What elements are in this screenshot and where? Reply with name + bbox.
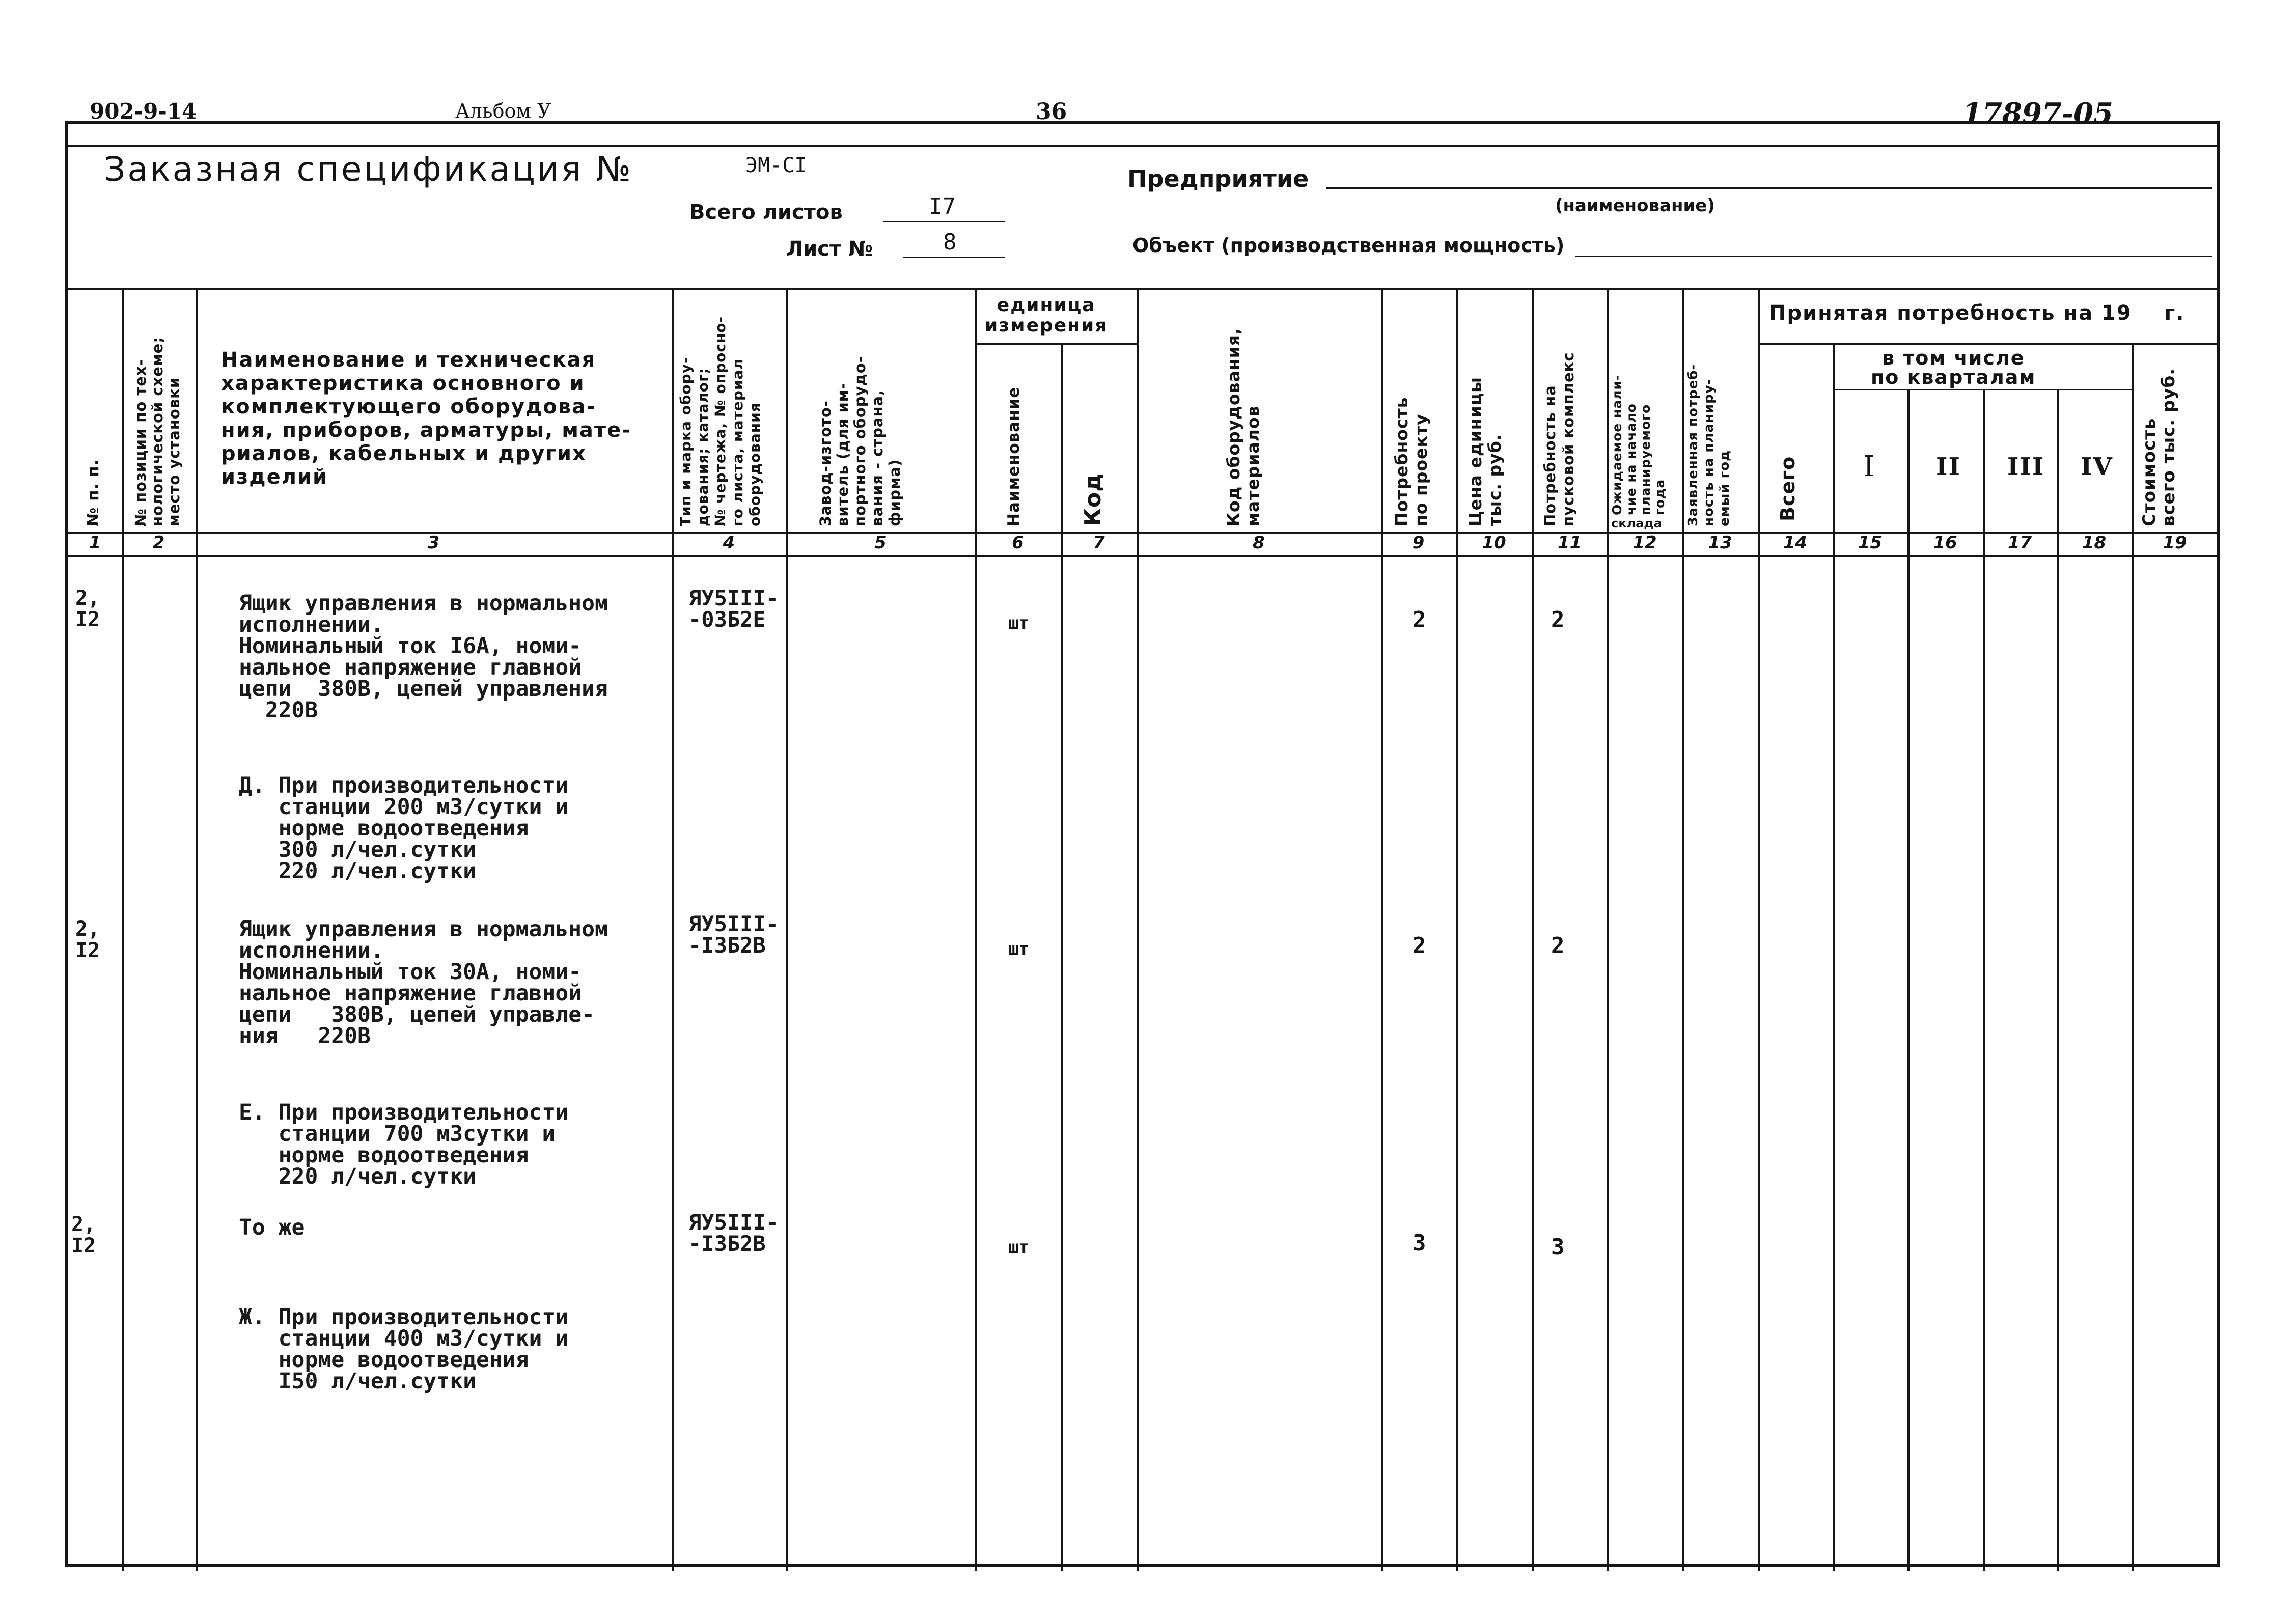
col-divider-3 [672,288,674,1571]
col-divider-9 [1456,288,1458,1571]
col-number-17: 17 [2007,533,2032,553]
col-number-10: 10 [1482,533,1506,553]
row-5-name: То же [239,1215,305,1240]
col-divider-16 [1983,389,1985,1571]
col-number-8: 8 [1253,533,1265,553]
col-divider-11 [1607,288,1609,1571]
col-divider-14 [1833,343,1835,1571]
sheet-value: 8 [943,229,957,255]
col-divider-7 [1137,288,1139,1571]
col-number-5: 5 [874,533,887,553]
col-divider-18 [2132,343,2134,1571]
row-1-name: Ящик управления в нормальном исполнении. Номинальный ток I6А, номи- нальное напряжение главной цепи 380В, цепей управления 220В [239,591,608,723]
top-bar-divider [68,145,2217,147]
doc-code: 902-9-14 [90,99,197,124]
col-header-expected-sub: склада [1611,516,1662,531]
quarter-4-header: IV [2081,453,2113,481]
quarters-group-divider [1833,389,2132,390]
col-header-index: № п. п. [84,459,102,526]
col-divider-1 [122,288,124,1571]
page-number: 36 [1036,99,1067,125]
row-1-startup: 2 [1551,607,1565,633]
col-divider-8 [1381,288,1383,1571]
col-number-13: 13 [1708,533,1732,553]
enterprise-hint: (наименование) [1555,196,1715,216]
accepted-group-header: Принятая потребность на 19 г. [1769,301,2185,325]
row-2-note: Д. При производительности станции 200 м3/сутки и норме водоотведения 300 л/чел.сутки 220 л/чел.сутки [239,773,569,884]
total-sheets-value: I7 [929,193,956,219]
row-3-type: ЯУ5III- -I3Б2В [688,911,779,958]
quarter-1-header: I [1863,450,1876,483]
col-number-9: 9 [1412,533,1425,553]
sheet-underline [903,257,1005,258]
specification-sheet [65,97,2220,1567]
quarter-2-header: II [1936,453,1961,481]
col-divider-17 [2057,389,2059,1571]
row-3-quantity: 2 [1413,933,1426,959]
row-1-quantity: 2 [1413,607,1426,633]
col-divider-10 [1532,288,1534,1571]
col-number-7: 7 [1093,533,1105,553]
col-divider-6 [1061,343,1063,1571]
row-3-name: Ящик управления в нормальном исполнении. Номинальный ток 30А, номи- нальное напряжение главной цепи 380В, цепей управле- ния 220В [239,916,608,1049]
quarters-group-header: в том числе по кварталам [1871,347,2036,388]
row-3-unit: шт [1008,939,1029,959]
col-number-6: 6 [1012,533,1024,553]
col-header-name: Наименование и техническая характеристика основного и комплектующего оборудова- ния, приборов, арматуры, мате- риалов, кабельных и других изделий [221,348,631,489]
col-number-4: 4 [723,533,735,553]
row-5-startup: 3 [1551,1234,1565,1260]
col-divider-5 [975,288,977,1571]
sheet-label: Лист № [786,237,873,261]
col-number-1: 1 [89,533,101,553]
row-1-type: ЯУ5III- -03Б2Е [688,585,779,632]
col-number-3: 3 [427,533,440,553]
row-1-unit: шт [1008,613,1029,633]
col-number-19: 19 [2163,533,2187,553]
col-number-18: 18 [2082,533,2107,553]
col-header-startup: Потребность на пусковой комплекс [1541,352,1577,526]
row-5-unit: шт [1008,1237,1029,1258]
col-number-14: 14 [1783,533,1808,553]
spec-number: ЭМ-СI [745,154,807,177]
col-number-2: 2 [152,533,165,553]
title-block-divider [68,288,2217,290]
quarter-3-header: III [2007,453,2045,481]
row-5-position: 2, I2 [71,1213,96,1258]
col-divider-15 [1907,389,1910,1571]
object-label: Объект (производственная мощность) [1132,234,1565,257]
col-divider-13 [1758,288,1760,1571]
row-5-quantity: 3 [1413,1230,1426,1256]
accepted-group-divider [1758,343,2220,345]
album-label: Альбом У [455,100,551,122]
col-header-equipment-code: Код оборудования, материалов [1224,327,1263,526]
col-header-price: Цена единицы тыс. руб. [1465,377,1505,526]
col-header-expected: Ожидаемое нали- чие на начало планируемого года [1610,374,1667,515]
col-number-16: 16 [1933,533,1957,553]
col-number-12: 12 [1633,533,1657,553]
enterprise-label: Предприятие [1127,165,1309,192]
col-divider-12 [1682,288,1684,1571]
inventory-number: 17897-05 [1962,97,2113,130]
row-3-position: 2, I2 [75,917,100,962]
col-divider-2 [196,288,198,1571]
row-1-position: 2, I2 [75,587,100,631]
unit-group-header: единица измерения [985,295,1108,336]
col-header-manufacturer: Завод-изгото- витель (для им- портного оборудо- вания - страна, фирма) [817,356,903,526]
col-header-unit-code: Код [1080,473,1106,526]
row-4-note: Е. При производительности станции 700 м3сутки и норме водоотведения 220 л/чел.сутки [239,1100,569,1189]
col-header-declared: Заявленная потреб- ность на планиру- емый год [1685,364,1732,526]
col-header-unit-name: Наименование [1005,386,1023,526]
col-header-type: Тип и марка обору- дования; каталог; № чертежа, № опросно- го листа, материал оборудования [677,316,763,526]
object-underline [1575,256,2212,257]
col-header-total: Всего [1777,456,1799,521]
row-6-note: Ж. При производительности станции 400 м3/сутки и норме водоотведения I50 л/чел.сутки [239,1304,569,1394]
enterprise-underline [1326,187,2212,189]
column-number-divider [68,555,2217,557]
total-sheets-underline [883,221,1005,222]
col-number-11: 11 [1557,533,1582,553]
total-sheets-label: Всего листов [689,201,843,224]
col-header-need: Потребность по проекту [1392,397,1431,526]
unit-group-divider [975,343,1137,345]
row-5-type: ЯУ5III- -I3Б2В [688,1210,779,1256]
spec-title: Заказная спецификация № [104,150,633,189]
col-header-cost: Стоимость всего тыс. руб. [2139,368,2179,526]
col-header-position: № позиции по тех- нологической схеме; место установки [132,337,183,526]
row-3-startup: 2 [1551,933,1565,959]
col-divider-4 [786,288,788,1571]
col-number-15: 15 [1858,533,1883,553]
